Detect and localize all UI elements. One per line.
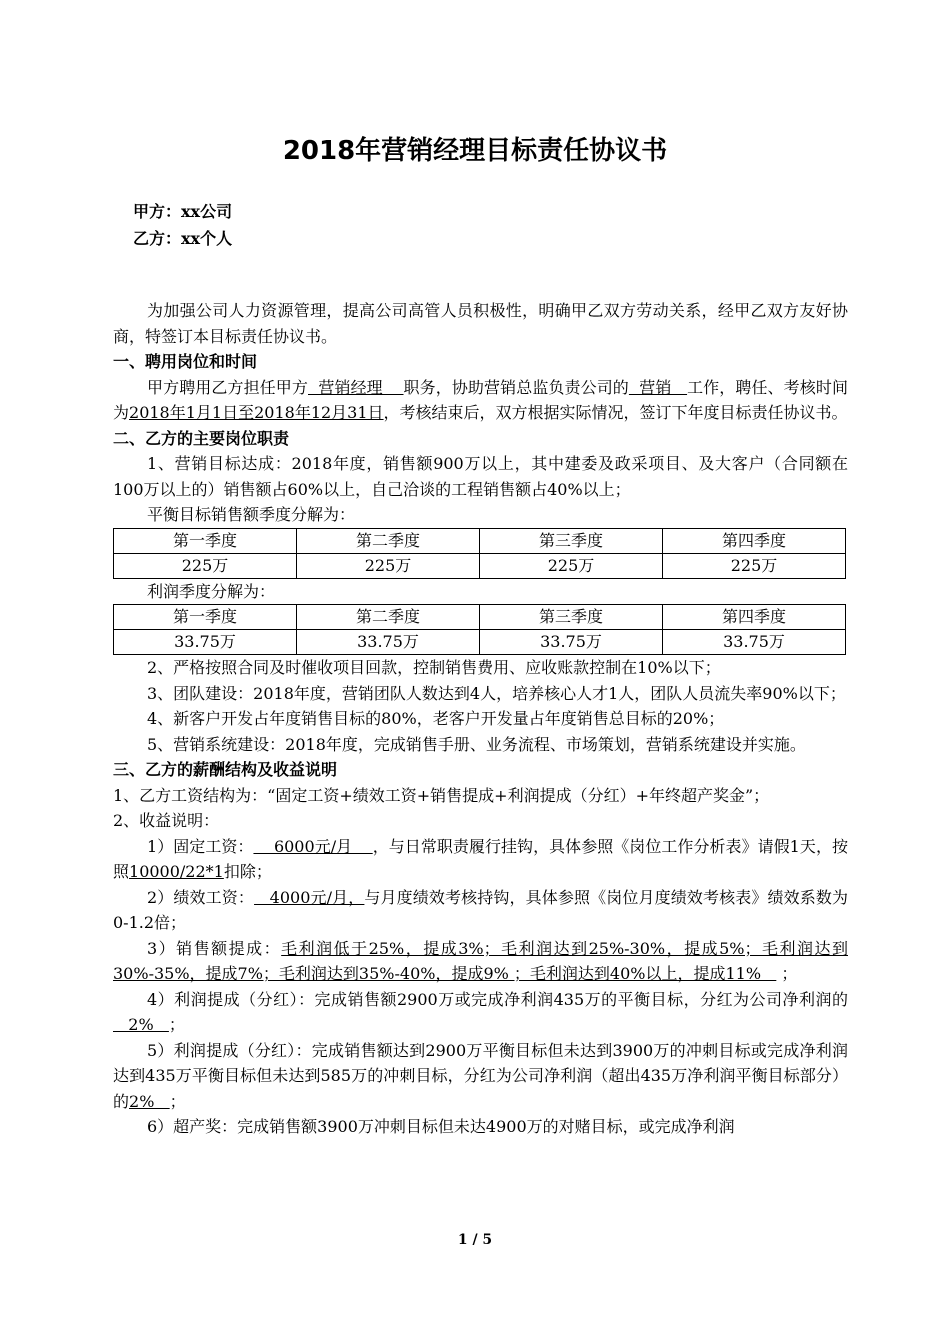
fixed-salary-amount: 6000元/月 <box>253 836 373 856</box>
department-field: 营销 <box>628 377 688 397</box>
table-row <box>114 630 846 655</box>
section3-heading: 三、乙方的薪酬结构及收益说明 <box>113 760 338 779</box>
table-cell: 225万 <box>114 553 297 578</box>
dividend-balance-rate: 2% <box>113 1015 169 1034</box>
over-production-bonus-paragraph: 6）超产奖：完成销售额3900万冲刺目标但未达4900万的对赌目标，或完成净利润 <box>147 1117 735 1136</box>
income-explanation-line: 2、收益说明： <box>113 811 220 830</box>
table-cell: 33.75万 <box>663 630 846 655</box>
performance-salary-paragraph: 2）绩效工资： 4000元/月，与月度绩效考核持钩，具体参照《岗位月度绩效考核表》绩效系数为0-1.2倍； <box>113 887 848 932</box>
table-header-cell: 第二季度 <box>297 605 480 630</box>
intro-paragraph: 为加强公司人力资源管理，提高公司高管人员积极性，明确甲乙双方劳动关系，经甲乙双方友好协商，特签订本目标责任协议书。 <box>113 301 848 346</box>
table-cell: 225万 <box>663 553 846 578</box>
table-header-cell: 第三季度 <box>480 528 663 553</box>
table-header-row <box>114 605 846 630</box>
section2-heading: 二、乙方的主要岗位职责 <box>113 428 290 448</box>
profit-table-caption: 利润季度分解为： <box>147 581 276 601</box>
sales-table-caption: 平衡目标销售额季度分解为： <box>147 505 356 524</box>
document-body <box>113 298 848 1140</box>
dividend-sprint-paragraph: 5）利润提成（分红）：完成销售额达到2900万平衡目标但未达到3900万的冲刺目标或完成净利润达到435万平衡目标但未达到585万的冲刺目标，分红为公司净利润（超出435万净利润平衡目标部分）的2% ； <box>113 1040 848 1111</box>
period-field: 2018年1月1日至2018年12月31日 <box>129 403 384 422</box>
section1-paragraph: 甲方聘用乙方担任甲方 营销经理 职务，协助营销总监负责公司的 营销 工作，聘任、考核时间为2018年1月1日至2018年12月31日，考核结束后，双方根据实际情况，签订下年度目标责任协议书。 <box>113 377 848 422</box>
table-cell: 33.75万 <box>480 630 663 655</box>
party-a: 甲方：xx公司 <box>133 202 233 221</box>
table-header-row <box>114 528 846 553</box>
table-header-cell: 第三季度 <box>480 605 663 630</box>
fixed-salary-paragraph: 1）固定工资： 6000元/月 ，与日常职责履行挂钩，具体参照《岗位工作分析表》请假1天，按照10000/22*1扣除； <box>113 836 848 881</box>
duty-item-4: 4、新客户开发占年度销售目标的80%，老客户开发量占年度销售总目标的20%； <box>147 709 725 728</box>
leave-deduction-formula: 10000/22*1 <box>129 862 224 881</box>
commission-detail: 毛利润低于25%，提成3%；毛利润达到25%-30%，提成5%；毛利润达到30%-35%，提成7%；毛利润达到35%-40%，提成9% ；毛利润达到40%以上，提成11% <box>113 938 848 983</box>
table-header-cell: 第四季度 <box>663 528 846 553</box>
duty-item-1: 1、营销目标达成：2018年度，销售额900万以上，其中建委及政采项目、及大客户（合同额在100万以上的）销售额占60%以上，自己洽谈的工程销售额占40%以上； <box>113 454 848 499</box>
table-header-cell: 第一季度 <box>114 605 297 630</box>
table-cell: 225万 <box>480 553 663 578</box>
position-field: 营销经理 <box>308 377 404 397</box>
sales-quarter-table <box>113 528 846 579</box>
duty-item-2: 2、严格按照合同及时催收项目回款，控制销售费用、应收账款控制在10%以下； <box>147 658 721 677</box>
table-header-cell: 第二季度 <box>297 528 480 553</box>
dividend-balance-paragraph: 4）利润提成（分红）：完成销售额2900万或完成净利润435万的平衡目标，分红为公司净利润的 2% ； <box>113 989 848 1034</box>
duty-item-3: 3、团队建设：2018年度，营销团队人数达到4人，培养核心人才1人，团队人员流失率90%以下； <box>147 683 846 703</box>
commission-paragraph: 3）销售额提成：毛利润低于25%，提成3%；毛利润达到25%-30%，提成5%；毛利润达到30%-35%，提成7%；毛利润达到35%-40%，提成9% ；毛利润达到40%以上，提成11% ； <box>113 938 848 983</box>
section1-heading: 一、聘用岗位和时间 <box>113 352 258 371</box>
table-cell: 33.75万 <box>297 630 480 655</box>
profit-quarter-table <box>113 604 846 655</box>
document-title: 2018年营销经理目标责任协议书 <box>282 136 668 166</box>
dividend-sprint-rate: 2% <box>129 1091 170 1111</box>
performance-salary-amount: 4000元/月， <box>254 887 365 907</box>
page-number: 1 / 5 <box>457 1232 493 1248</box>
table-row <box>114 553 846 578</box>
table-header-cell: 第四季度 <box>663 605 846 630</box>
party-b: 乙方：xx个人 <box>133 229 233 248</box>
table-header-cell: 第一季度 <box>114 528 297 553</box>
salary-structure-line: 1、乙方工资结构为：“固定工资+绩效工资+销售提成+利润提成（分红）+年终超产奖金”； <box>113 785 770 805</box>
duty-item-5: 5、营销系统建设：2018年度，完成销售手册、业务流程、市场策划，营销系统建设并实施。 <box>147 734 806 754</box>
table-cell: 225万 <box>297 553 480 578</box>
table-cell: 33.75万 <box>114 630 297 655</box>
